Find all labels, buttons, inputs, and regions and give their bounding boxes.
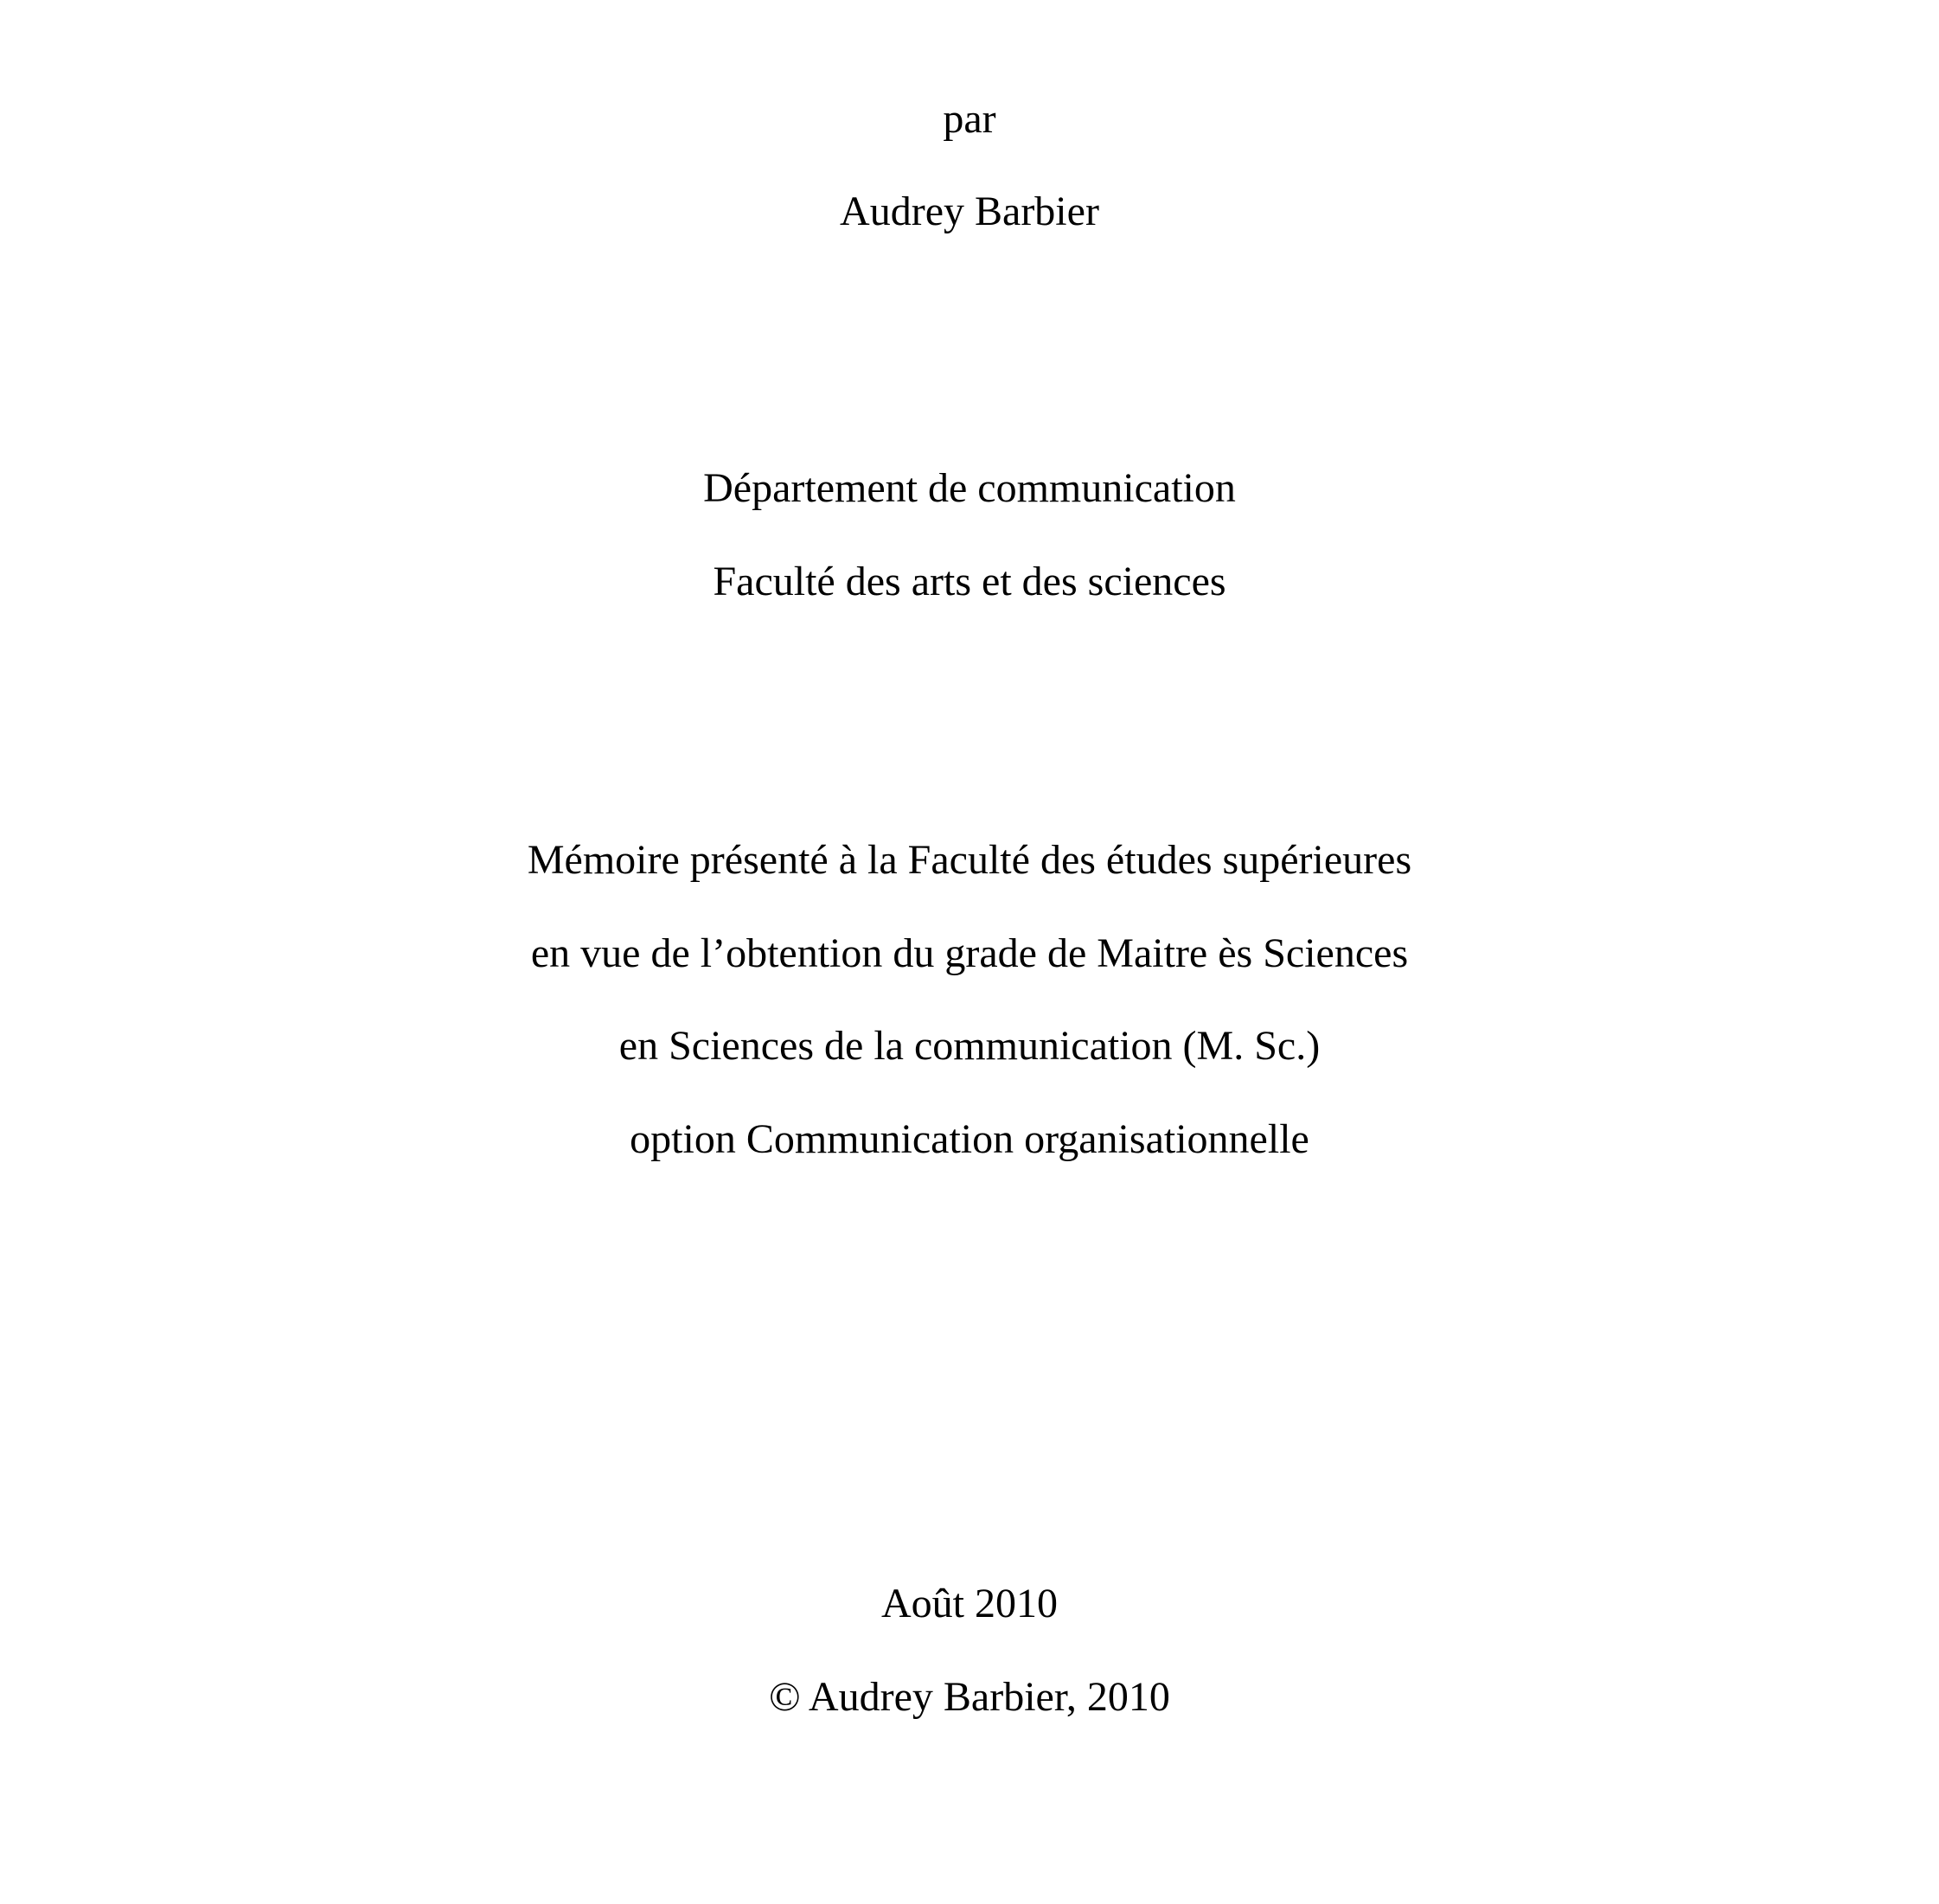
thesis-statement-line: en vue de l’obtention du grade de Maitre ès Sciences	[530, 930, 1409, 976]
department-name: Département de communication	[703, 465, 1236, 511]
by-label: par	[943, 96, 996, 142]
copyright-notice: © Audrey Barbier, 2010	[769, 1674, 1170, 1720]
author-name: Audrey Barbier	[840, 188, 1099, 234]
thesis-statement-line: option Communication organisationnelle	[630, 1116, 1309, 1162]
faculty-name: Faculté des arts et des sciences	[713, 559, 1226, 604]
thesis-statement-line: en Sciences de la communication (M. Sc.)	[618, 1023, 1321, 1069]
submission-date: Août 2010	[881, 1581, 1058, 1626]
thesis-statement-line: Mémoire présenté à la Faculté des études supérieures	[527, 837, 1412, 883]
